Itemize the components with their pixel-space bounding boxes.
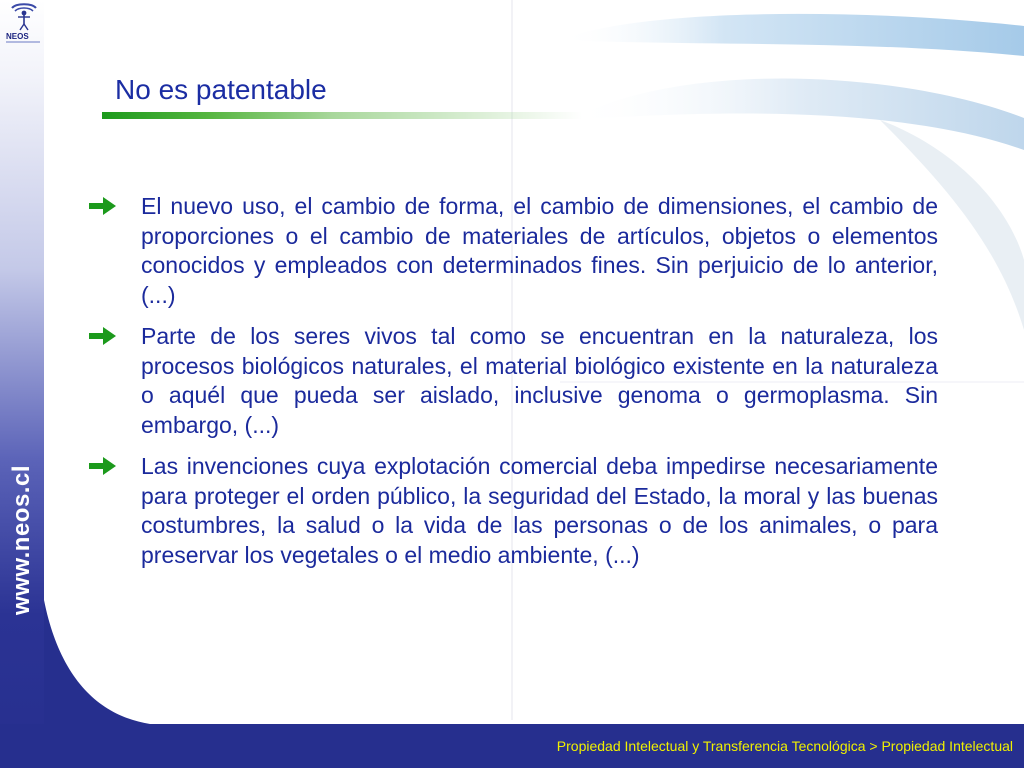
bullet-text: Las invenciones cuya explotación comercial deba impedirse necesariamente para proteger el orden público, la seguridad del Estado, la moral y las buenas costumbres, la salud o la vida de las personas o de los animales, o para preservar los vegetales o el medio ambiente, (...) xyxy=(141,453,938,568)
bullet-text: El nuevo uso, el cambio de forma, el cambio de dimensiones, el cambio de proporciones o el cambio de materiales de artículos, objetos o elementos conocidos y empleados con determinados fines. Sin perjuicio de lo anterior, (...) xyxy=(141,193,938,308)
bullet-text: Parte de los seres vivos tal como se encuentran en la naturaleza, los procesos biológicos naturales, el material biológico existente en la naturaleza o aquél que pueda ser aislado, inclusive genoma o germoplasma. Sin embargo, (...) xyxy=(141,323,938,438)
logo-text: NEOS xyxy=(6,32,29,41)
arrow-right-icon xyxy=(88,455,118,477)
arrow-right-icon xyxy=(88,325,118,347)
title-underline xyxy=(102,112,582,119)
bullet-item xyxy=(88,322,938,440)
arrow-right-icon xyxy=(88,195,118,217)
bullet-list xyxy=(88,192,938,582)
website-url: www.neos.cl xyxy=(8,465,35,615)
neos-logo-icon xyxy=(4,2,44,44)
footer-breadcrumb: Propiedad Intelectual y Transferencia Tecnológica > Propiedad Intelectual xyxy=(556,738,1013,754)
slide-title: No es patentable xyxy=(115,74,327,105)
bullet-item xyxy=(88,192,938,310)
bullet-item xyxy=(88,452,938,570)
